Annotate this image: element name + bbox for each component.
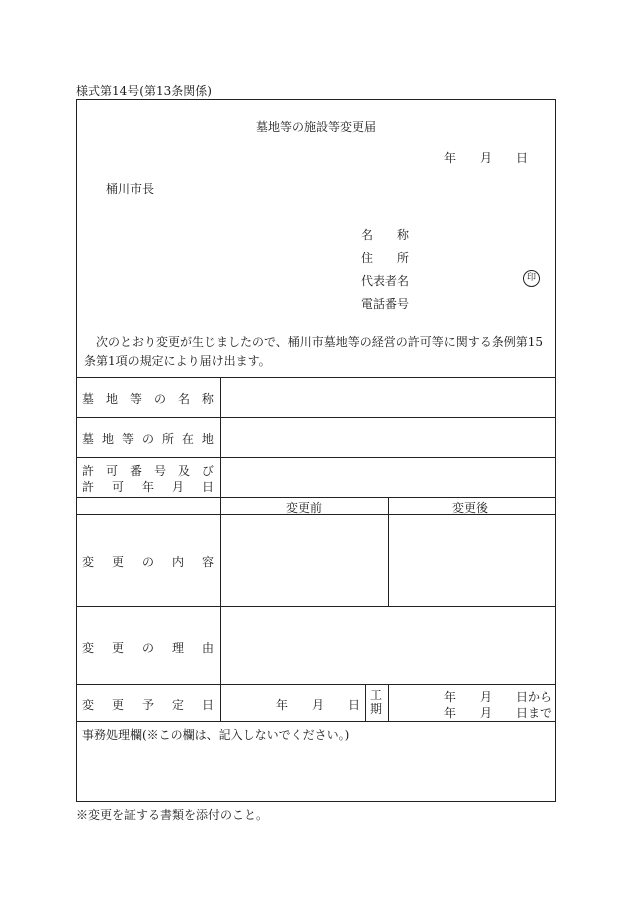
- column-divider: [365, 684, 366, 721]
- row-divider: [76, 377, 556, 378]
- schedule-month: 月: [312, 698, 325, 712]
- column-before: 変更前: [286, 501, 323, 515]
- label-change-reason: 変 更 の 理 由: [82, 641, 214, 655]
- date-year: 年: [444, 151, 457, 165]
- schedule-year: 年: [276, 698, 289, 712]
- footnote: ※変更を証する書類を添付のこと。: [76, 808, 269, 822]
- column-divider: [388, 684, 389, 721]
- row-divider: [76, 497, 556, 498]
- addressee: 桶川市長: [106, 182, 155, 196]
- label-change-date: 変 更 予 定 日: [82, 698, 214, 712]
- from-month: 月: [480, 690, 493, 704]
- date-day: 日: [516, 151, 529, 165]
- label-permit-date: 許 可 年 月 日: [82, 480, 214, 494]
- row-divider: [76, 606, 220, 607]
- to-day: 日まで: [516, 706, 553, 720]
- from-day: 日から: [516, 690, 553, 704]
- row-divider: [76, 721, 556, 722]
- from-year: 年: [444, 690, 457, 704]
- column-after: 変更後: [452, 501, 489, 515]
- declaration-text: 次のとおり変更が生じましたので、桶川市墓地等の経営の許可等に関する条例第15条第1項の規定により届け出ます。: [84, 335, 544, 368]
- form-title: 墓地等の施設等変更届: [256, 120, 377, 134]
- to-month: 月: [480, 706, 493, 720]
- column-divider: [388, 497, 389, 606]
- to-year: 年: [444, 706, 457, 720]
- office-use-note: 事務処理欄(※この欄は、記入しないでください。): [82, 728, 350, 742]
- label-change-content: 変 更 の 内 容: [82, 555, 214, 569]
- applicant-address-label: 住 所: [361, 251, 410, 265]
- applicant-representative-label: 代表者名: [361, 274, 410, 288]
- form-number: 様式第14号(第13条関係): [76, 84, 212, 98]
- row-divider: [220, 606, 556, 607]
- applicant-phone-label: 電話番号: [361, 297, 410, 311]
- seal-icon: 印: [523, 270, 540, 287]
- row-divider: [76, 457, 556, 458]
- row-divider: [76, 417, 556, 418]
- column-divider: [220, 377, 221, 721]
- date-month: 月: [480, 151, 493, 165]
- label-facility-name: 墓 地 等 の 名 称: [82, 392, 214, 406]
- construction-period-label: 工期: [370, 688, 383, 716]
- row-divider: [76, 684, 556, 685]
- applicant-name-label: 名 称: [361, 228, 410, 242]
- label-permit-number: 許 可 番 号 及 び: [82, 464, 214, 478]
- label-facility-location: 墓 地 等 の 所 在 地: [82, 432, 214, 446]
- schedule-day: 日: [348, 698, 361, 712]
